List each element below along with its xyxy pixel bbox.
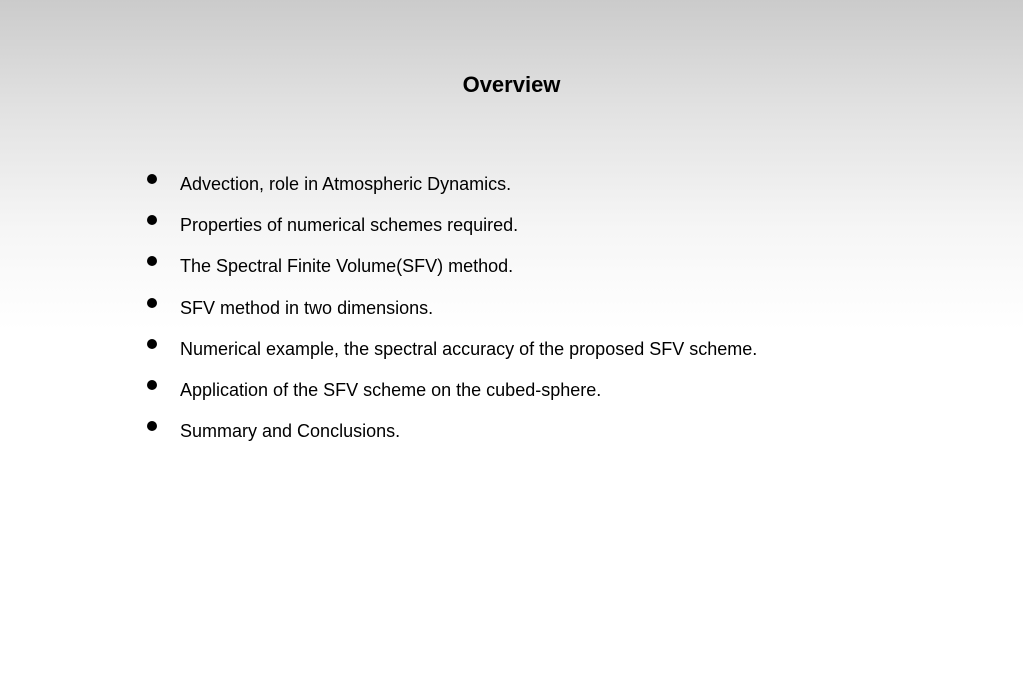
bullet-icon [147, 174, 157, 184]
bullet-icon [147, 421, 157, 431]
bullet-icon [147, 256, 157, 266]
bullet-icon [147, 339, 157, 349]
bullet-text: SFV method in two dimensions. [180, 297, 434, 318]
bullet-text: Advection, role in Atmospheric Dynamics. [180, 174, 512, 194]
slide-title: Overview [462, 72, 561, 97]
bullet-text: Application of the SFV scheme on the cubed-sphere. [180, 379, 602, 400]
bullet-text: The Spectral Finite Volume(SFV) method. [180, 256, 514, 277]
bullet-icon [147, 215, 157, 225]
bullet-text: Numerical example, the spectral accuracy of the proposed SFV scheme. [180, 338, 758, 359]
bullet-icon [147, 298, 157, 308]
bullet-text: Summary and Conclusions. [180, 421, 401, 442]
bullet-icon [147, 380, 157, 390]
bullet-text: Properties of numerical schemes required. [180, 215, 519, 236]
